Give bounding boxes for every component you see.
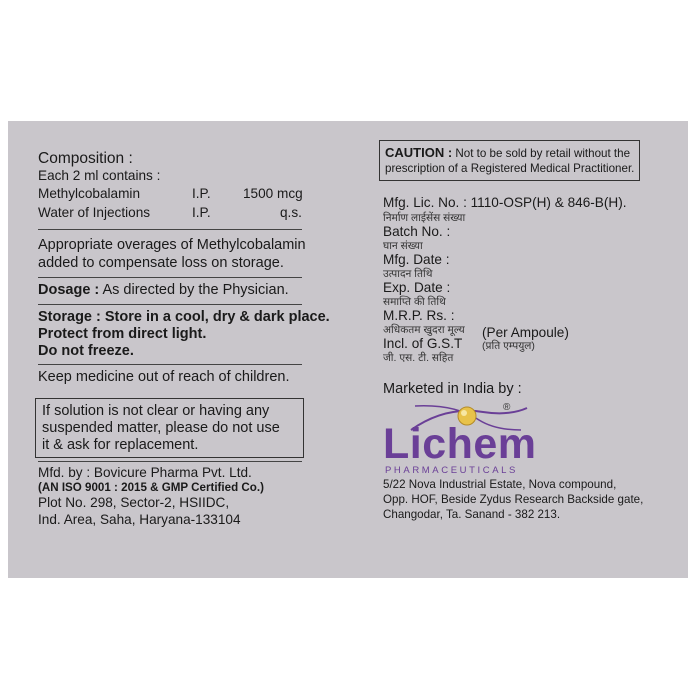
divider (38, 229, 302, 230)
mrp-hindi: अधिकतम खुदरा मूल्य (383, 324, 465, 336)
ingredient-standard: I.P. (192, 186, 211, 201)
storage-text: Do not freeze. (38, 343, 134, 359)
marketed-by: Marketed in India by : (383, 381, 522, 397)
each-contains: Each 2 ml contains : (38, 168, 161, 183)
registered-mark: ® (503, 402, 511, 413)
ingredient-name: Methylcobalamin (38, 186, 140, 201)
mfg-lic-no: Mfg. Lic. No. : 1110-OSP(H) & 846-B(H). (383, 195, 627, 210)
warning-text: If solution is not clear or having any (42, 403, 270, 419)
mrp: M.R.P. Rs. : (383, 308, 455, 323)
incl-gst-hindi: जी. एस. टी. सहित (383, 352, 454, 364)
ingredient-qty: q.s. (280, 205, 302, 220)
ingredient-standard: I.P. (192, 205, 211, 220)
storage-text: Protect from direct light. (38, 326, 207, 342)
exp-date: Exp. Date : (383, 280, 451, 295)
exp-date-hindi: समाप्ति की तिथि (383, 296, 446, 308)
mfd-address: Ind. Area, Saha, Haryana-133104 (38, 512, 241, 527)
divider (38, 304, 302, 305)
mfg-date: Mfg. Date : (383, 252, 450, 267)
caution-text: Not to be sold by retail without the (455, 147, 631, 160)
marketer-address: 5/22 Nova Industrial Estate, Nova compound, (383, 478, 617, 491)
warning-text: it & ask for replacement. (42, 437, 199, 453)
batch-no: Batch No. : (383, 224, 451, 239)
per-ampoule: (Per Ampoule) (482, 325, 569, 340)
mfd-address: Plot No. 298, Sector-2, HSIIDC, (38, 495, 230, 510)
storage-text: Storage : Store in a cool, dry & dark place. (38, 309, 330, 325)
divider (38, 277, 302, 278)
dosage-text: As directed by the Physician. (102, 282, 289, 298)
caution-label: CAUTION : (385, 145, 453, 160)
warning-box (35, 398, 304, 458)
divider (38, 364, 302, 365)
logo-subtitle: PHARMACEUTICALS (385, 465, 518, 476)
batch-no-hindi: घान संख्या (383, 240, 423, 252)
incl-gst: Incl. of G.S.T (383, 336, 463, 351)
caution-line (385, 146, 630, 160)
ingredient-name: Water of Injections (38, 205, 151, 220)
dosage-label: Dosage : (38, 282, 100, 298)
mfd-by: Mfd. by : Bovicure Pharma Pvt. Ltd. (38, 465, 252, 480)
ingredient-qty: 1500 mcg (243, 186, 303, 201)
caution-text: prescription of a Registered Medical Practitioner. (385, 162, 635, 175)
per-ampoule-hindi: (प्रति एम्पयुल) (482, 340, 535, 352)
keep-out-reach: Keep medicine out of reach of children. (38, 369, 290, 385)
marketer-address: Opp. HOF, Beside Zydus Research Backside gate, (383, 493, 644, 506)
marketer-address: Changodar, Ta. Sanand - 382 213. (383, 508, 561, 521)
mfg-lic-hindi: निर्माण लाईसेंस संख्या (383, 212, 466, 224)
mfg-date-hindi: उत्पादन तिथि (383, 268, 433, 280)
dosage-line (38, 283, 289, 298)
warning-text: suspended matter, please do not use (42, 420, 280, 436)
divider (38, 461, 302, 462)
overages-text: Appropriate overages of Methylcobalamin (38, 237, 306, 253)
company-logo (383, 400, 537, 476)
composition-title: Composition : (38, 150, 133, 167)
caution-box (379, 140, 640, 181)
certification: (AN ISO 9001 : 2015 & GMP Certified Co.) (38, 481, 264, 494)
overages-text: added to compensate loss on storage. (38, 255, 284, 271)
logo-name: Lichem (383, 420, 537, 468)
